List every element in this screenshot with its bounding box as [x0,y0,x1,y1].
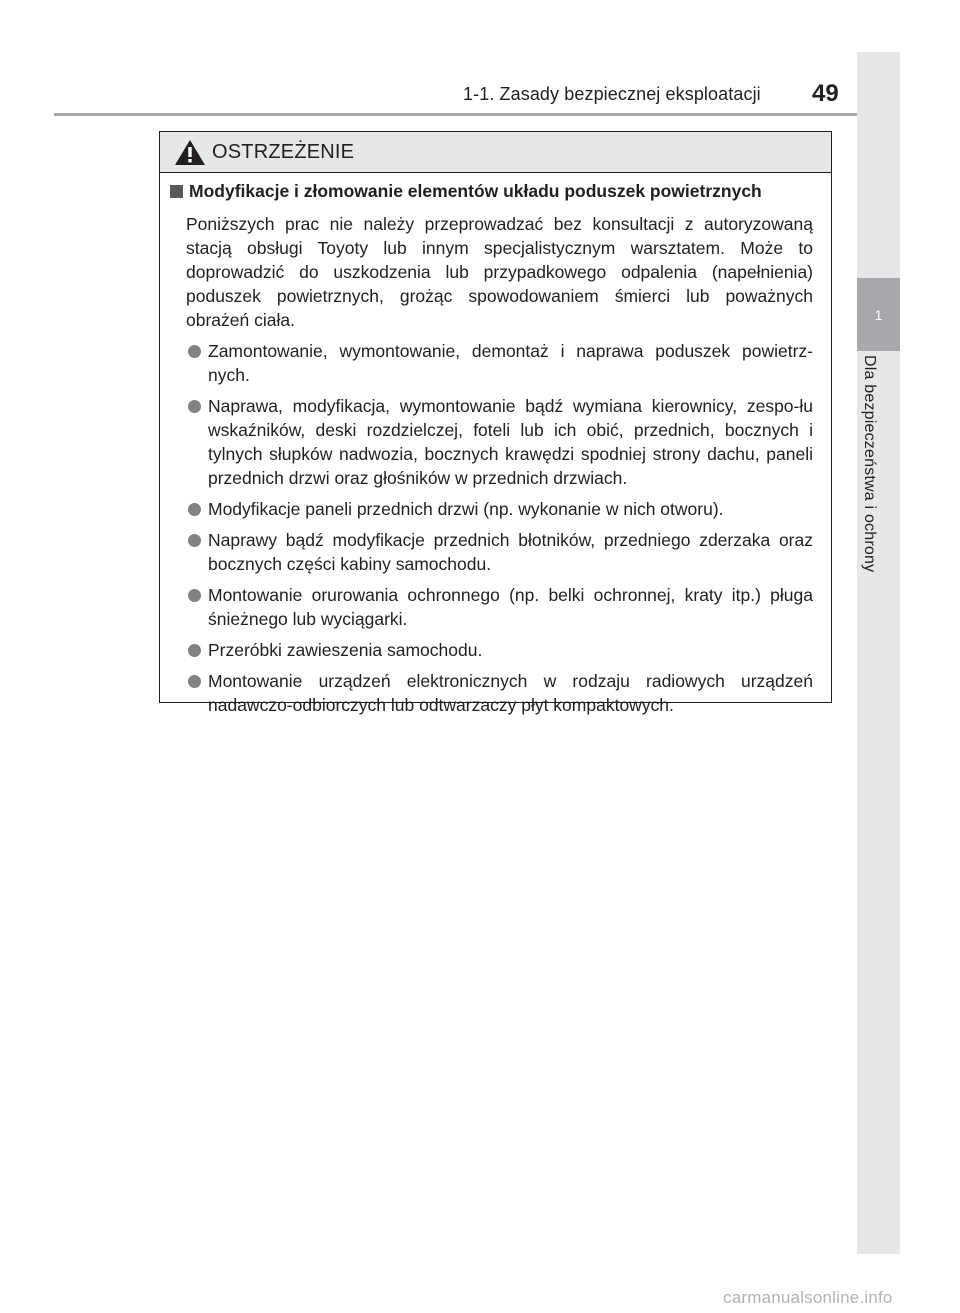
list-item [170,497,813,521]
list-item-text: Przeróbki zawieszenia samochodu. [208,640,483,660]
chapter-marker: 1 [857,278,900,351]
circle-bullet-icon [188,589,201,602]
list-item [170,669,813,717]
page-number: 49 [812,80,839,107]
list-item [170,339,813,387]
circle-bullet-icon [188,503,201,516]
side-tab [857,52,900,1254]
list-item [170,583,813,631]
warning-subheading [170,181,813,202]
chapter-label: Dla bezpieczeństwa i ochrony [861,355,878,573]
list-item-text: Montowanie orurowania ochronnego (np. belki ochronnej, kraty itp.) pługa śnieżnego lub wyciągarki. [208,585,813,629]
watermark: carmanualsonline.info [723,1288,893,1307]
list-item-text: Zamontowanie, wymontowanie, demontaż i naprawa poduszek powietrz-nych. [208,341,813,385]
warning-label: OSTRZEŻENIE [212,140,355,163]
list-item [170,638,813,662]
header-divider [54,113,900,116]
circle-bullet-icon [188,400,201,413]
circle-bullet-icon [188,534,201,547]
circle-bullet-icon [188,644,201,657]
warning-box [159,131,832,715]
list-item-text: Naprawy bądź modyfikacje przednich błotników, przedniego zderzaka oraz bocznych części kabiny samochodu. [208,530,813,574]
warning-body [160,173,831,717]
subheading-text: Modyfikacje i złomowanie elementów układu poduszek powietrznych [189,181,762,201]
warning-list [170,339,813,717]
circle-bullet-icon [188,345,201,358]
section-title: 1-1. Zasady bezpiecznej eksploatacji [463,84,761,104]
list-item-text: Modyfikacje paneli przednich drzwi (np. wykonanie w nich otworu). [208,499,724,519]
circle-bullet-icon [188,675,201,688]
list-item [170,528,813,576]
list-item [170,394,813,490]
list-item-text: Naprawa, modyfikacja, wymontowanie bądź wymiana kierownicy, zespo-łu wskaźników, deski rozdzielczej, foteli lub ich obić, przednich, bocznych i tylnych słupków nadwozia, bocznych krawędzi spodniej strony dachu, paneli przednich drzwi oraz głośników w przednich drzwiach. [208,396,813,488]
warning-intro: Poniższych prac nie należy przeprowadzać bez konsultacji z autoryzowaną stacją obsługi Toyoty lub innym specjalistycznym warsztatem. Może to doprowadzić do uszkodzenia lub przypadkowego odpalenia (napełnienia) poduszek powietrznych, grożąc spowodowaniem śmierci lub poważnych obrażeń ciała. [186,214,813,330]
list-item-text: Montowanie urządzeń elektronicznych w rodzaju radiowych urządzeń nadawczo-odbiorczych lub odtwarzaczy płyt kompaktowych. [208,671,813,715]
warning-header [160,132,831,173]
warning-triangle-icon [174,139,206,166]
square-bullet-icon [170,185,183,198]
